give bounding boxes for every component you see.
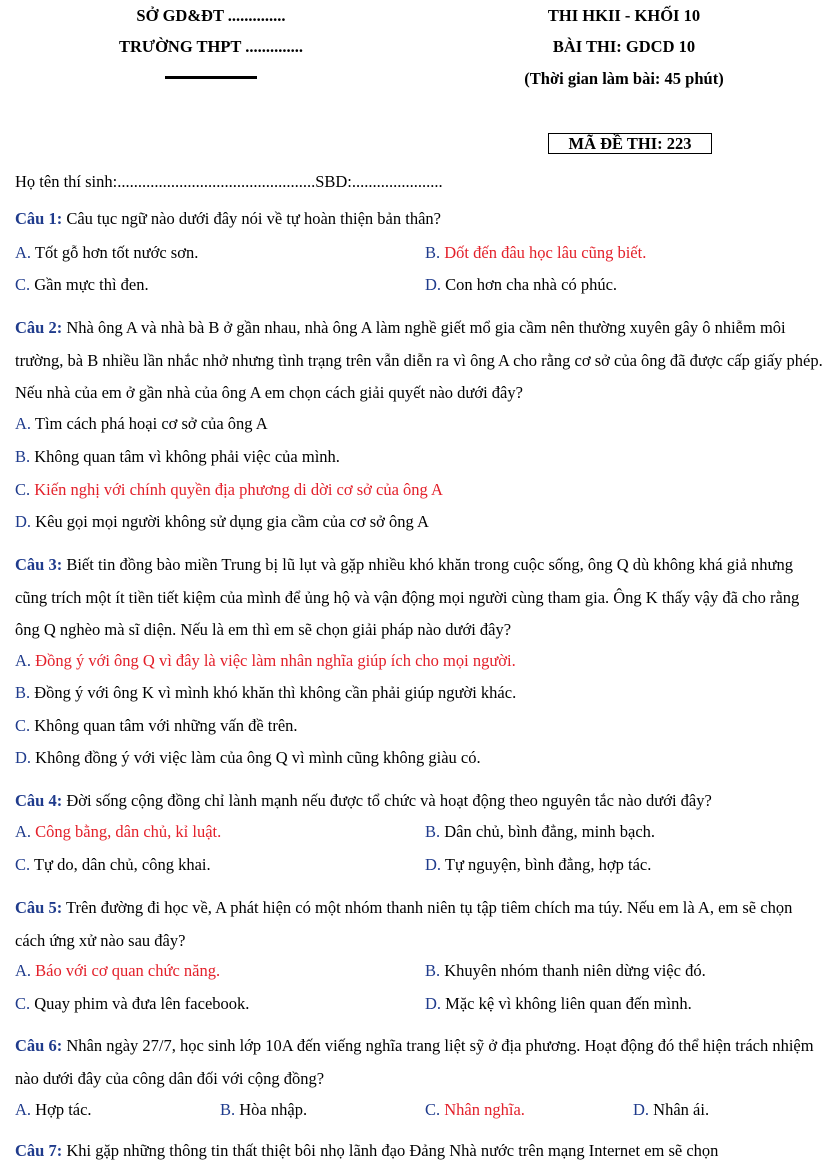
option-1d: D. Con hơn cha nhà có phúc. [425,275,618,294]
option-2c: C. Kiến nghị với chính quyền địa phương di dời cơ sở của ông A [15,480,443,499]
option-5a: A. Báo với cơ quan chức năng. [15,961,221,980]
option-3b: B. Đồng ý với ông K vì mình khó khăn thì không cần phải giúp người khác. [15,683,517,702]
exam-title: THI HKII - KHỐI 10 [547,6,701,25]
question-number: Câu 6: [15,1036,63,1055]
question-text: Đời sống cộng đồng chỉ lành mạnh nếu được tổ chức và hoạt động theo nguyên tắc nào dưới đây? [62,791,712,810]
question-text: Nhân ngày 27/7, học sinh lớp 10A đến viếng nghĩa trang liệt sỹ ở địa phương. Hoạt động đó thể hiện trách nhiệm nào dưới đây của công dân đối với cộng đồng? [15,1036,814,1088]
option-5c: C. Quay phim và đưa lên facebook. [15,994,250,1013]
option-3d: D. Không đồng ý với việc làm của ông Q vì mình cũng không giàu có. [15,748,481,767]
question-2 [15,312,825,410]
question-number: Câu 7: [15,1141,63,1160]
question-text: Biết tin đồng bào miền Trung bị lũ lụt và gặp nhiều khó khăn trong cuộc sống, ông Q dù không khá giả nhưng cũng trích một ít tiền tiết kiệm của mình để ủng hộ và vận động mọi người cùng tham gia. Ông K thấy vậy đã cho rằng ông Q nghèo mà sĩ diện. Nếu là em thì em sẽ chọn giải pháp nào dưới đây? [15,555,800,639]
question-number: Câu 5: [15,898,63,917]
header-divider [165,76,257,79]
option-6d: D. Nhân ái. [633,1100,710,1119]
question-number: Câu 4: [15,791,63,810]
option-4b: B. Dân chủ, bình đẳng, minh bạch. [425,822,656,841]
option-2a: A. Tìm cách phá hoại cơ sở của ông A [15,414,268,433]
question-number: Câu 1: [15,209,63,228]
option-4d: D. Tự nguyện, bình đẳng, hợp tác. [425,855,652,874]
question-4 [15,785,825,818]
department-name: SỞ GD&ĐT .............. [136,6,286,25]
question-text: Trên đường đi học về, A phát hiện có một nhóm thanh niên tụ tập tiêm chích ma túy. Nếu em là A, em sẽ chọn cách ứng xử nào sau đây? [15,898,793,950]
question-5 [15,892,825,957]
option-3a: A. Đồng ý với ông Q vì đây là việc làm nhân nghĩa giúp ích cho mọi người. [15,651,516,670]
question-7 [15,1140,718,1162]
question-3 [15,549,825,647]
question-text: Nhà ông A và nhà bà B ở gần nhau, nhà ông A làm nghề giết mổ gia cầm nên thường xuyên gây ô nhiễm môi trường, bà B nhiều lần nhắc nhở nhưng tình trạng trên vẫn diễn ra vì ông A cho rằng cơ sở của ông đã được cấp giấy phép. Nếu nhà của em ở gần nhà của ông A em chọn cách giải quyết nào dưới đây? [15,318,823,402]
option-1c: C. Gần mực thì đen. [15,275,149,294]
exam-code-box: MÃ ĐỀ THI: 223 [548,133,712,154]
option-2d: D. Kêu gọi mọi người không sử dụng gia cầm của cơ sở ông A [15,512,429,531]
option-5d: D. Mặc kệ vì không liên quan đến mình. [425,994,692,1013]
question-number: Câu 2: [15,318,63,337]
question-text: Khi gặp những thông tin thất thiệt bôi nhọ lãnh đạo Đảng Nhà nước trên mạng Internet em sẽ chọn [62,1141,719,1160]
option-6b: B. Hòa nhập. [220,1100,308,1119]
question-6 [15,1030,825,1095]
question-1 [15,203,825,236]
question-number: Câu 3: [15,555,63,574]
student-info-line: Họ tên thí sinh:................................................SBD:...................... [15,172,443,191]
option-2b: B. Không quan tâm vì không phải việc của mình. [15,447,340,466]
exam-duration: (Thời gian làm bài: 45 phút) [524,69,724,88]
option-5b: B. Khuyên nhóm thanh niên dừng việc đó. [425,961,706,980]
subject-title: BÀI THI: GDCD 10 [552,37,696,56]
option-4c: C. Tự do, dân chủ, công khai. [15,855,211,874]
option-1b: B. Dốt đến đâu học lâu cũng biết. [425,243,647,262]
option-1a: A. Tốt gỗ hơn tốt nước sơn. [15,243,199,262]
option-3c: C. Không quan tâm với những vấn đề trên. [15,716,298,735]
question-text: Câu tục ngữ nào dưới đây nói về tự hoàn thiện bản thân? [62,209,441,228]
option-6a: A. Hợp tác. [15,1100,92,1119]
option-6c: C. Nhân nghĩa. [425,1100,525,1119]
option-4a: A. Công bằng, dân chủ, kỉ luật. [15,822,222,841]
school-name: TRƯỜNG THPT .............. [119,37,303,56]
